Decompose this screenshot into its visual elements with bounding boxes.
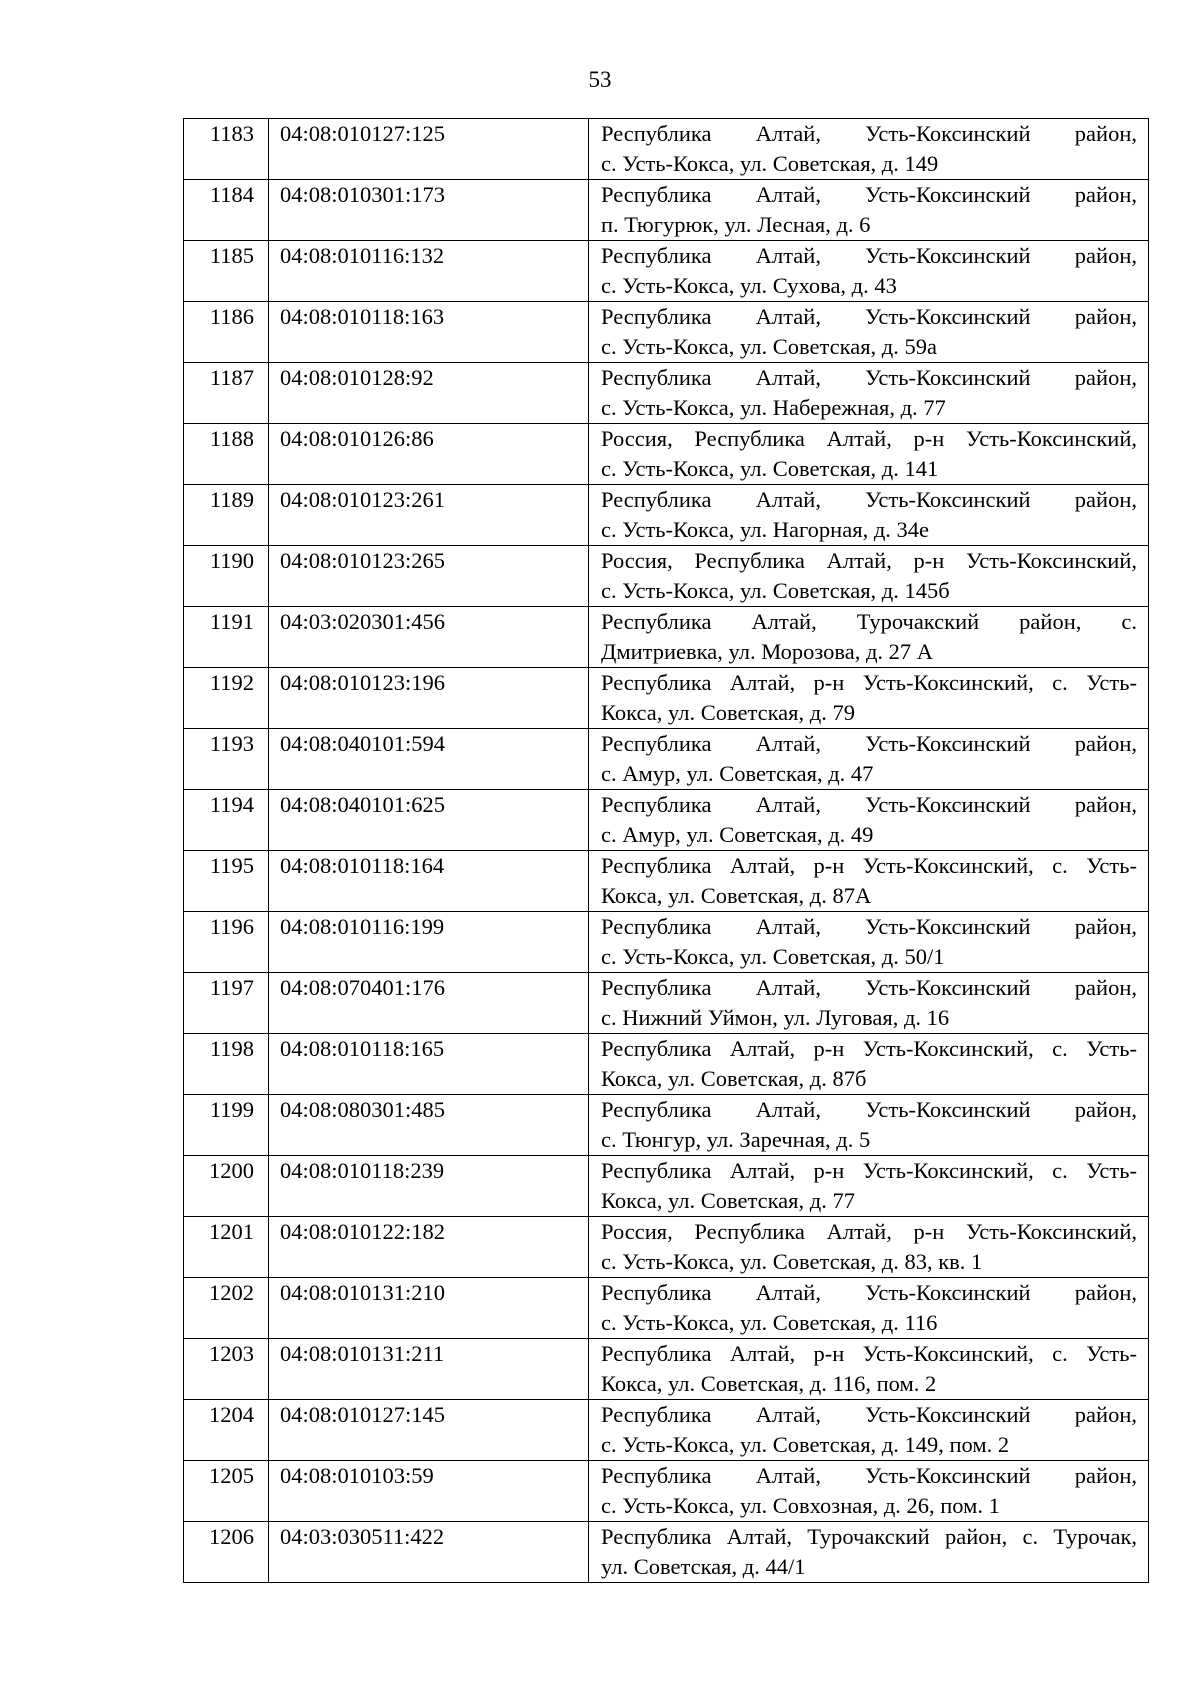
row-number-cell: 1199 (184, 1095, 269, 1156)
registry-table (183, 118, 1149, 1583)
address-line: с. Усть-Кокса, ул. Советская, д. 59а (601, 334, 937, 359)
table-row (184, 119, 1149, 180)
address-cell (589, 1339, 1149, 1400)
address-line: Республика Алтай, Усть-Коксинский район, (601, 914, 1137, 939)
registry-table-body (184, 119, 1149, 1583)
table-row (184, 1217, 1149, 1278)
row-number-cell: 1192 (184, 668, 269, 729)
row-number-cell: 1202 (184, 1278, 269, 1339)
table-row (184, 973, 1149, 1034)
address-line: Республика Алтай, Усть-Коксинский район, (601, 792, 1137, 817)
cadastral-number-cell: 04:08:010131:210 (269, 1278, 589, 1339)
cadastral-number-cell: 04:08:010118:164 (269, 851, 589, 912)
address-line: Республика Алтай, Усть-Коксинский район, (601, 304, 1137, 329)
cadastral-number-cell: 04:03:020301:456 (269, 607, 589, 668)
address-line: Россия, Республика Алтай, р-н Усть-Коксинский, (601, 426, 1137, 451)
table-row (184, 180, 1149, 241)
address-line: с. Усть-Кокса, ул. Сухова, д. 43 (601, 273, 897, 298)
address-cell (589, 607, 1149, 668)
address-line: Республика Алтай, Усть-Коксинский район, (601, 1463, 1137, 1488)
cadastral-number-cell: 04:03:030511:422 (269, 1522, 589, 1583)
address-line: Республика Алтай, Усть-Коксинский район, (601, 243, 1137, 268)
table-row (184, 912, 1149, 973)
address-line: Россия, Республика Алтай, р-н Усть-Коксинский, (601, 548, 1137, 573)
address-cell (589, 119, 1149, 180)
address-line: с. Усть-Кокса, ул. Нагорная, д. 34е (601, 517, 929, 542)
table-row (184, 241, 1149, 302)
address-line: Республика Алтай, Усть-Коксинский район, (601, 121, 1137, 146)
address-line: с. Амур, ул. Советская, д. 49 (601, 822, 874, 847)
address-cell (589, 485, 1149, 546)
row-number-cell: 1184 (184, 180, 269, 241)
address-line: с. Усть-Кокса, ул. Советская, д. 141 (601, 456, 939, 481)
table-row (184, 729, 1149, 790)
row-number-cell: 1200 (184, 1156, 269, 1217)
address-line: Россия, Республика Алтай, р-н Усть-Коксинский, (601, 1219, 1137, 1244)
table-row (184, 1461, 1149, 1522)
cadastral-number-cell: 04:08:010118:163 (269, 302, 589, 363)
table-row (184, 424, 1149, 485)
address-line: Кокса, ул. Советская, д. 87А (601, 883, 872, 908)
row-number-cell: 1189 (184, 485, 269, 546)
row-number-cell: 1205 (184, 1461, 269, 1522)
table-row (184, 363, 1149, 424)
row-number-cell: 1196 (184, 912, 269, 973)
row-number-cell: 1197 (184, 973, 269, 1034)
address-cell (589, 1461, 1149, 1522)
address-line: с. Тюнгур, ул. Заречная, д. 5 (601, 1127, 871, 1152)
address-cell (589, 1095, 1149, 1156)
address-line: с. Усть-Кокса, ул. Советская, д. 83, кв. 1 (601, 1249, 983, 1274)
address-cell (589, 302, 1149, 363)
address-line: Республика Алтай, Усть-Коксинский район, (601, 365, 1137, 390)
row-number-cell: 1186 (184, 302, 269, 363)
cadastral-number-cell: 04:08:010301:173 (269, 180, 589, 241)
address-line: с. Амур, ул. Советская, д. 47 (601, 761, 874, 786)
address-cell (589, 1156, 1149, 1217)
cadastral-number-cell: 04:08:010118:165 (269, 1034, 589, 1095)
cadastral-number-cell: 04:08:010118:239 (269, 1156, 589, 1217)
address-line: Республика Алтай, Турочакский район, с. (601, 609, 1137, 634)
row-number-cell: 1185 (184, 241, 269, 302)
address-cell (589, 1522, 1149, 1583)
address-cell (589, 729, 1149, 790)
address-cell (589, 790, 1149, 851)
table-row (184, 1278, 1149, 1339)
cadastral-number-cell: 04:08:010116:199 (269, 912, 589, 973)
table-row (184, 790, 1149, 851)
address-line: с. Усть-Кокса, ул. Советская, д. 145б (601, 578, 950, 603)
address-cell (589, 973, 1149, 1034)
address-line: Дмитриевка, ул. Морозова, д. 27 А (601, 639, 934, 664)
address-line: с. Усть-Кокса, ул. Советская, д. 50/1 (601, 944, 945, 969)
page-number: 53 (588, 67, 612, 92)
address-cell (589, 912, 1149, 973)
table-row (184, 302, 1149, 363)
address-cell (589, 180, 1149, 241)
address-cell (589, 1217, 1149, 1278)
address-cell (589, 1034, 1149, 1095)
table-row (184, 1095, 1149, 1156)
cadastral-number-cell: 04:08:070401:176 (269, 973, 589, 1034)
cadastral-number-cell: 04:08:010127:145 (269, 1400, 589, 1461)
address-line: ул. Советская, д. 44/1 (601, 1554, 806, 1579)
cadastral-number-cell: 04:08:010128:92 (269, 363, 589, 424)
cadastral-number-cell: 04:08:010123:265 (269, 546, 589, 607)
row-number-cell: 1188 (184, 424, 269, 485)
address-line: с. Усть-Кокса, ул. Советская, д. 149 (601, 151, 939, 176)
row-number-cell: 1195 (184, 851, 269, 912)
cadastral-number-cell: 04:08:010123:261 (269, 485, 589, 546)
cadastral-number-cell: 04:08:010122:182 (269, 1217, 589, 1278)
cadastral-number-cell: 04:08:010127:125 (269, 119, 589, 180)
address-cell (589, 1400, 1149, 1461)
address-cell (589, 241, 1149, 302)
table-row (184, 546, 1149, 607)
address-line: Республика Алтай, р-н Усть-Коксинский, с. Усть- (601, 853, 1137, 878)
address-cell (589, 363, 1149, 424)
address-cell (589, 668, 1149, 729)
row-number-cell: 1194 (184, 790, 269, 851)
row-number-cell: 1183 (184, 119, 269, 180)
cadastral-number-cell: 04:08:040101:594 (269, 729, 589, 790)
row-number-cell: 1206 (184, 1522, 269, 1583)
cadastral-number-cell: 04:08:010126:86 (269, 424, 589, 485)
table-row (184, 1400, 1149, 1461)
address-line: Республика Алтай, Усть-Коксинский район, (601, 1280, 1137, 1305)
address-line: Республика Алтай, Усть-Коксинский район, (601, 1097, 1137, 1122)
row-number-cell: 1187 (184, 363, 269, 424)
address-cell (589, 546, 1149, 607)
address-line: Республика Алтай, Усть-Коксинский район, (601, 731, 1137, 756)
cadastral-number-cell: 04:08:010103:59 (269, 1461, 589, 1522)
address-line: Кокса, ул. Советская, д. 77 (601, 1188, 855, 1213)
cadastral-number-cell: 04:08:010123:196 (269, 668, 589, 729)
address-cell (589, 851, 1149, 912)
address-line: Республика Алтай, р-н Усть-Коксинский, с. Усть- (601, 1036, 1137, 1061)
address-line: п. Тюгурюк, ул. Лесная, д. 6 (601, 212, 871, 237)
table-row (184, 607, 1149, 668)
row-number-cell: 1201 (184, 1217, 269, 1278)
cadastral-number-cell: 04:08:040101:625 (269, 790, 589, 851)
table-row (184, 1522, 1149, 1583)
address-line: с. Усть-Кокса, ул. Набережная, д. 77 (601, 395, 946, 420)
table-row (184, 668, 1149, 729)
address-line: с. Усть-Кокса, ул. Советская, д. 116 (601, 1310, 938, 1335)
address-cell (589, 1278, 1149, 1339)
address-line: Кокса, ул. Советская, д. 116, пом. 2 (601, 1371, 937, 1396)
row-number-cell: 1204 (184, 1400, 269, 1461)
row-number-cell: 1198 (184, 1034, 269, 1095)
address-line: Кокса, ул. Советская, д. 87б (601, 1066, 867, 1091)
table-row (184, 1156, 1149, 1217)
table-row (184, 1034, 1149, 1095)
address-line: Республика Алтай, Усть-Коксинский район, (601, 1402, 1137, 1427)
address-line: с. Усть-Кокса, ул. Советская, д. 149, пом. 2 (601, 1432, 1010, 1457)
address-line: Республика Алтай, р-н Усть-Коксинский, с. Усть- (601, 1158, 1137, 1183)
table-row (184, 851, 1149, 912)
address-line: Кокса, ул. Советская, д. 79 (601, 700, 855, 725)
address-line: Республика Алтай, р-н Усть-Коксинский, с. Усть- (601, 1341, 1137, 1366)
address-line: с. Усть-Кокса, ул. Совхозная, д. 26, пом. 1 (601, 1493, 1000, 1518)
address-line: Республика Алтай, Турочакский район, с. Турочак, (601, 1524, 1137, 1549)
row-number-cell: 1190 (184, 546, 269, 607)
address-cell (589, 424, 1149, 485)
row-number-cell: 1191 (184, 607, 269, 668)
table-row (184, 485, 1149, 546)
row-number-cell: 1193 (184, 729, 269, 790)
address-line: Республика Алтай, Усть-Коксинский район, (601, 975, 1137, 1000)
address-line: с. Нижний Уймон, ул. Луговая, д. 16 (601, 1005, 950, 1030)
cadastral-number-cell: 04:08:080301:485 (269, 1095, 589, 1156)
cadastral-number-cell: 04:08:010116:132 (269, 241, 589, 302)
address-line: Республика Алтай, р-н Усть-Коксинский, с. Усть- (601, 670, 1137, 695)
cadastral-number-cell: 04:08:010131:211 (269, 1339, 589, 1400)
address-line: Республика Алтай, Усть-Коксинский район, (601, 182, 1137, 207)
address-line: Республика Алтай, Усть-Коксинский район, (601, 487, 1137, 512)
row-number-cell: 1203 (184, 1339, 269, 1400)
table-row (184, 1339, 1149, 1400)
